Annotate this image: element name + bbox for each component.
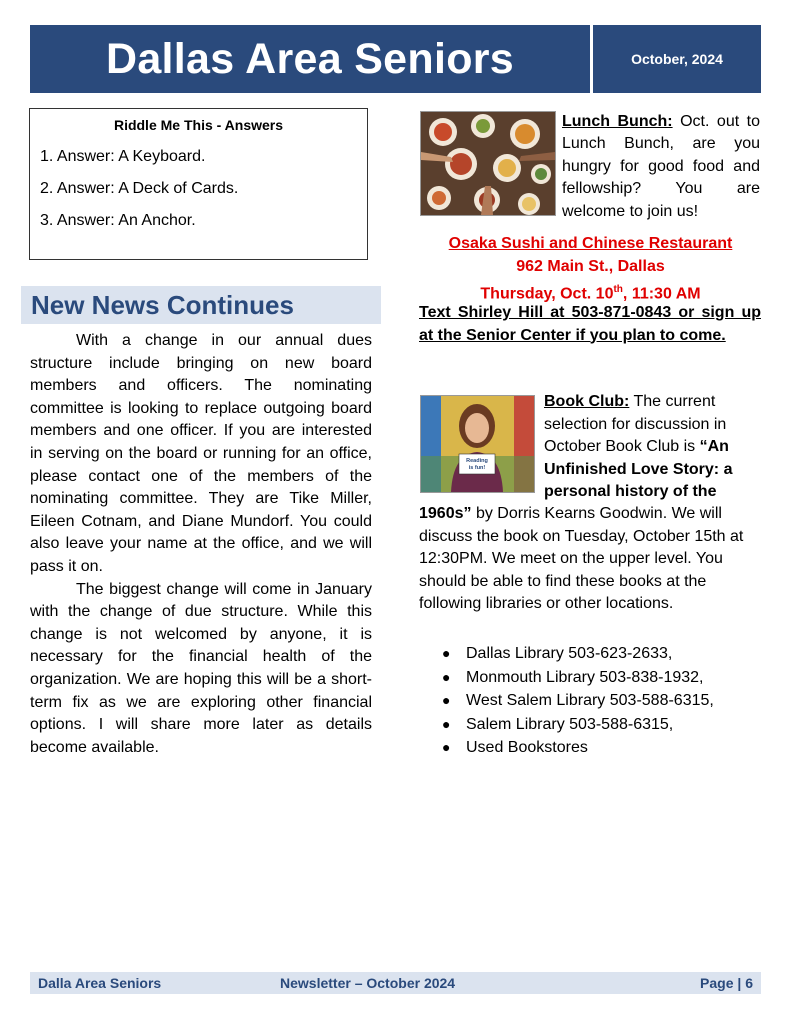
book-title-part-2: 1960s”	[419, 505, 472, 522]
sign-text-line-1: Reading	[466, 458, 488, 464]
footer-org-name: Dalla Area Seniors	[38, 975, 162, 991]
news-body	[30, 330, 372, 759]
book-club-intro-text: The current selection for discussion in October Book Club is	[544, 393, 727, 456]
riddle-title: Riddle Me This - Answers	[113, 117, 284, 133]
list-item: ● Monmouth Library 503-838-1932,	[442, 668, 704, 686]
newsletter-title: Dallas Area Seniors	[30, 25, 590, 93]
lunch-event-details	[420, 233, 761, 306]
lunch-bunch-intro	[562, 111, 760, 223]
footer-newsletter-title: Newsletter – October 2024	[280, 975, 456, 991]
list-item: ● Used Bookstores	[442, 739, 588, 757]
book-club-label: Book Club:	[544, 393, 630, 410]
sign-text-line-2: is fun!	[468, 465, 486, 471]
lunch-date-time: Thursday, Oct. 10th, 11:30 AM	[480, 283, 701, 302]
footer-page-number: Page | 6	[700, 975, 753, 991]
reader-illustration	[421, 396, 534, 492]
riddle-answer-1: 1. Answer: A Keyboard.	[40, 148, 206, 165]
lunch-bunch-text: Oct. out to Lunch Bunch, are you hungry for good food and fellowship? You are welcome to join us!	[562, 113, 760, 220]
book-club-intro	[544, 391, 762, 504]
riddle-answer-3: 3. Answer: An Anchor.	[40, 212, 196, 229]
issue-date: October, 2024	[593, 25, 761, 93]
lunch-rsvp: Text Shirley Hill at 503-871-0843 or sign up at the Senior Center if you plan to come.	[419, 304, 761, 344]
lunch-bunch-label: Lunch Bunch:	[562, 113, 673, 130]
list-item: ● West Salem Library 503-588-6315,	[442, 692, 714, 710]
book-club-rest-text: by Dorris Kearns Goodwin. We will discuss the book on Tuesday, October 15th at 12:30PM. We meet on the upper level. You should be able to find these books at the following libraries or other locations.	[419, 505, 744, 613]
masthead	[30, 25, 761, 93]
food-table-photo	[420, 111, 556, 216]
food-table-illustration	[421, 112, 555, 215]
restaurant-address: 962 Main St., Dallas	[516, 257, 665, 275]
list-item: ● Salem Library 503-588-6315,	[442, 715, 674, 733]
book-title-part-1: “An Unfinished Love Story: a personal history of the	[544, 438, 733, 501]
reader-photo	[420, 395, 535, 493]
news-paragraph-2: The biggest change will come in January with the change of due structure. While this change is not welcomed by anyone, it is necessary for the financial health of the organization. We are hoping this will be a short-term fix as we are exploring other financial options. I will share more later as details become available.	[30, 580, 372, 756]
riddle-answers-box	[29, 108, 368, 260]
page-footer	[30, 972, 761, 994]
book-club-details	[419, 503, 761, 616]
library-locations-list	[440, 642, 714, 760]
news-paragraph-1: With a change in our annual dues structure include bringing on new board members and officers. The nominating committee is looking to replace outgoing board members and one officer. If you are interested in serving on the board or running for an office, please contact one of the members of the nominating committee. They are Tike Miller, Eileen Cotnam, and Diane Mundorf. You could also leave your name at the office, and we will pass it on.	[30, 332, 372, 575]
list-item: ● Dallas Library 503-623-2633,	[442, 645, 673, 662]
news-heading: New News Continues	[21, 286, 381, 324]
restaurant-name: Osaka Sushi and Chinese Restaurant	[448, 235, 733, 252]
riddle-answer-2: 2. Answer: A Deck of Cards.	[40, 180, 239, 197]
